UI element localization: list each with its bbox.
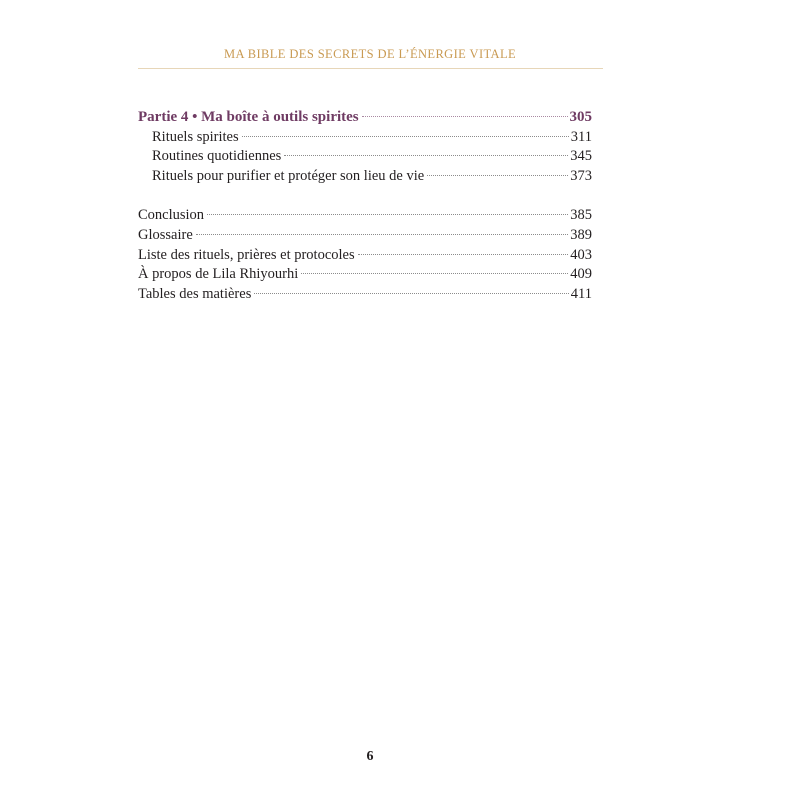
section-gap xyxy=(138,187,592,207)
toc-entry-page: 409 xyxy=(570,266,592,283)
running-head: MA BIBLE DES SECRETS DE L’ÉNERGIE VITALE xyxy=(223,47,517,61)
toc-entry[interactable] xyxy=(138,226,592,246)
toc-entry-title: Rituels spirites xyxy=(152,128,239,145)
toc-entry-title: Routines quotidiennes xyxy=(152,148,282,165)
toc-entry-title: À propos de Lila Rhiyourhi xyxy=(138,266,299,283)
toc-entry[interactable] xyxy=(138,246,592,266)
header-rule xyxy=(138,68,603,69)
toc-entry-title: Glossaire xyxy=(138,226,193,243)
toc-entry-page: 345 xyxy=(570,148,592,165)
dot-leader xyxy=(242,135,569,137)
toc-part-title: Partie 4 • Ma boîte à outils spirites xyxy=(138,109,359,125)
dot-leader xyxy=(196,233,568,235)
dot-leader xyxy=(301,272,568,274)
dot-leader xyxy=(207,213,568,215)
dot-leader xyxy=(427,174,568,176)
toc-entry-page: 373 xyxy=(570,168,592,185)
toc-entry[interactable] xyxy=(138,265,592,285)
dot-leader xyxy=(362,115,568,117)
toc-entry-title: Rituels pour purifier et protéger son lieu de vie xyxy=(152,168,425,185)
toc-part-page: 305 xyxy=(569,109,592,125)
toc-part-entry[interactable] xyxy=(138,108,592,128)
toc-entry[interactable] xyxy=(138,285,592,305)
dot-leader xyxy=(284,154,568,156)
toc-entry-title: Tables des matières xyxy=(138,286,252,302)
toc-entry-page: 403 xyxy=(570,246,592,263)
page-number: 6 xyxy=(366,749,374,764)
toc-entry[interactable] xyxy=(138,167,592,187)
toc-entry-page: 411 xyxy=(570,286,592,302)
dot-leader xyxy=(358,253,569,255)
toc-entry-title: Liste des rituels, prières et protocoles xyxy=(138,246,355,263)
toc-entry[interactable] xyxy=(138,206,592,226)
toc-entry-page: 311 xyxy=(570,128,592,145)
toc-entry-page: 385 xyxy=(570,207,592,224)
dot-leader xyxy=(254,292,568,294)
toc-entry-title: Conclusion xyxy=(138,207,205,224)
toc-entry-page: 389 xyxy=(570,226,592,243)
toc-entry[interactable] xyxy=(138,147,592,167)
toc-entry[interactable] xyxy=(138,128,592,148)
table-of-contents xyxy=(138,108,592,305)
